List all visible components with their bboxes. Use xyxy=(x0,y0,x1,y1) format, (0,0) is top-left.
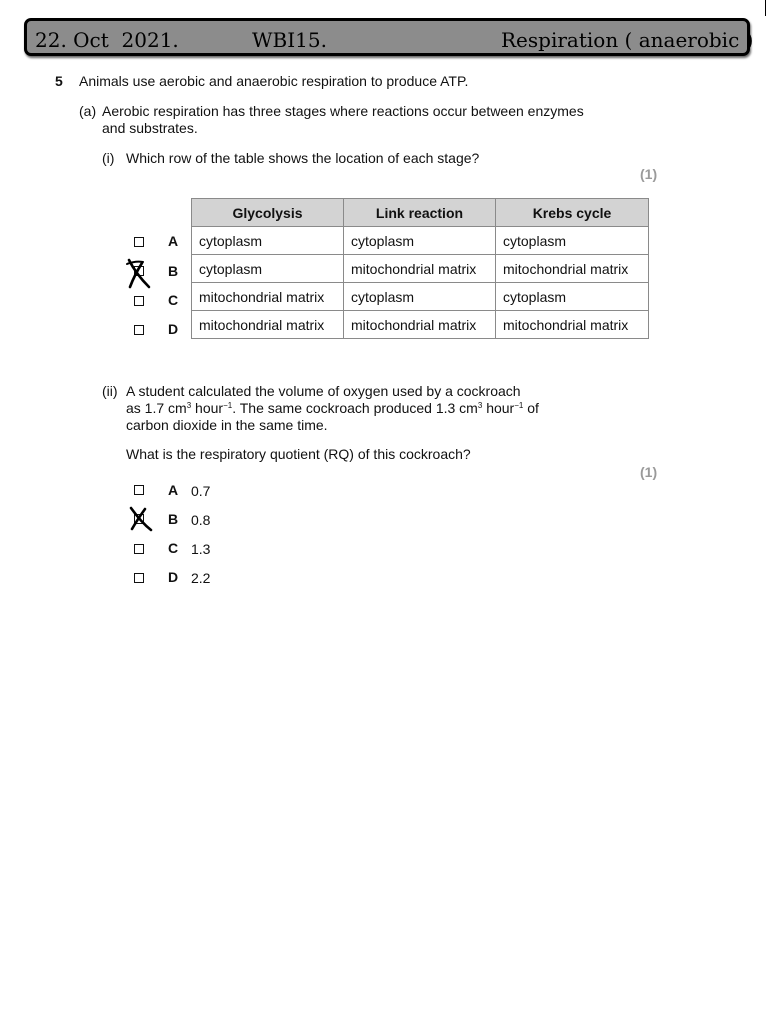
table-cell: cytoplasm xyxy=(192,255,344,283)
option-a-checkbox-ii[interactable] xyxy=(134,485,144,495)
table-cell: mitochondrial matrix xyxy=(192,283,344,311)
option-c-checkbox-ii[interactable] xyxy=(134,544,144,554)
part-i-label: (i) xyxy=(102,150,115,166)
table-cell: mitochondrial matrix xyxy=(192,311,344,339)
option-c-checkbox-i[interactable] xyxy=(134,296,144,306)
part-ii-line1: A student calculated the volume of oxygen used by a cockroach xyxy=(126,383,521,399)
option-d-letter-i: D xyxy=(168,321,179,337)
option-a-checkbox-i[interactable] xyxy=(134,237,144,247)
table-cell: mitochondrial matrix xyxy=(344,311,496,339)
table-cell: mitochondrial matrix xyxy=(496,255,649,283)
option-c-value-ii: 1.3 xyxy=(191,541,211,557)
header-bar xyxy=(24,18,754,56)
table-header-row xyxy=(192,199,649,227)
option-c-letter-ii: C xyxy=(168,540,179,556)
part-a-label: (a) xyxy=(79,103,97,119)
column-header-link-reaction: Link reaction xyxy=(344,199,496,227)
question-stem: Animals use aerobic and anaerobic respiration to produce ATP. xyxy=(79,73,469,89)
option-d-value-ii: 2.2 xyxy=(191,570,211,586)
part-a-text-line2: and substrates. xyxy=(102,120,198,136)
part-ii-prompt: What is the respiratory quotient (RQ) of this cockroach? xyxy=(126,446,471,462)
column-header-krebs-cycle: Krebs cycle xyxy=(496,199,649,227)
table-cell: cytoplasm xyxy=(344,283,496,311)
part-ii-label: (ii) xyxy=(102,383,118,399)
option-a-letter-ii: A xyxy=(168,482,179,498)
table-cell: cytoplasm xyxy=(344,227,496,255)
header-date: 22. Oct 2021. xyxy=(35,28,179,52)
option-b-value-ii: 0.8 xyxy=(191,512,211,528)
header-paper-code: WBI15. xyxy=(252,28,327,52)
header-topic: Respiration ( anaerobic ) xyxy=(501,28,754,52)
table-row xyxy=(192,227,649,255)
text-cursor xyxy=(765,0,766,16)
option-a-letter-i: A xyxy=(168,233,179,249)
part-ii-line3: carbon dioxide in the same time. xyxy=(126,417,328,433)
table-row xyxy=(192,255,649,283)
table-cell: cytoplasm xyxy=(192,227,344,255)
table-row xyxy=(192,283,649,311)
part-i-marks: (1) xyxy=(640,166,658,182)
handwritten-cross-mark xyxy=(124,256,154,290)
part-i-text: Which row of the table shows the location of each stage? xyxy=(126,150,480,166)
part-ii-line2: as 1.7 $cm^3$ hour$^{-1}$. The same cockroach produced 1.3 $cm^3$ hour$^{-1}$ of xyxy=(126,400,539,416)
part-ii-marks: (1) xyxy=(640,464,658,480)
option-d-letter-ii: D xyxy=(168,569,179,585)
table-cell: mitochondrial matrix xyxy=(496,311,649,339)
table-cell: cytoplasm xyxy=(496,227,649,255)
stages-table xyxy=(191,198,649,339)
handwritten-cross-mark xyxy=(127,505,155,533)
option-d-checkbox-i[interactable] xyxy=(134,325,144,335)
table-cell: cytoplasm xyxy=(496,283,649,311)
column-header-glycolysis: Glycolysis xyxy=(192,199,344,227)
option-c-letter-i: C xyxy=(168,292,179,308)
option-d-checkbox-ii[interactable] xyxy=(134,573,144,583)
part-a-text-line1: Aerobic respiration has three stages where reactions occur between enzymes xyxy=(102,103,584,119)
option-b-letter-ii: B xyxy=(168,511,179,527)
question-number: 5 xyxy=(55,73,63,89)
option-a-value-ii: 0.7 xyxy=(191,483,211,499)
table-row xyxy=(192,311,649,339)
table-cell: mitochondrial matrix xyxy=(344,255,496,283)
option-b-letter-i: B xyxy=(168,263,179,279)
